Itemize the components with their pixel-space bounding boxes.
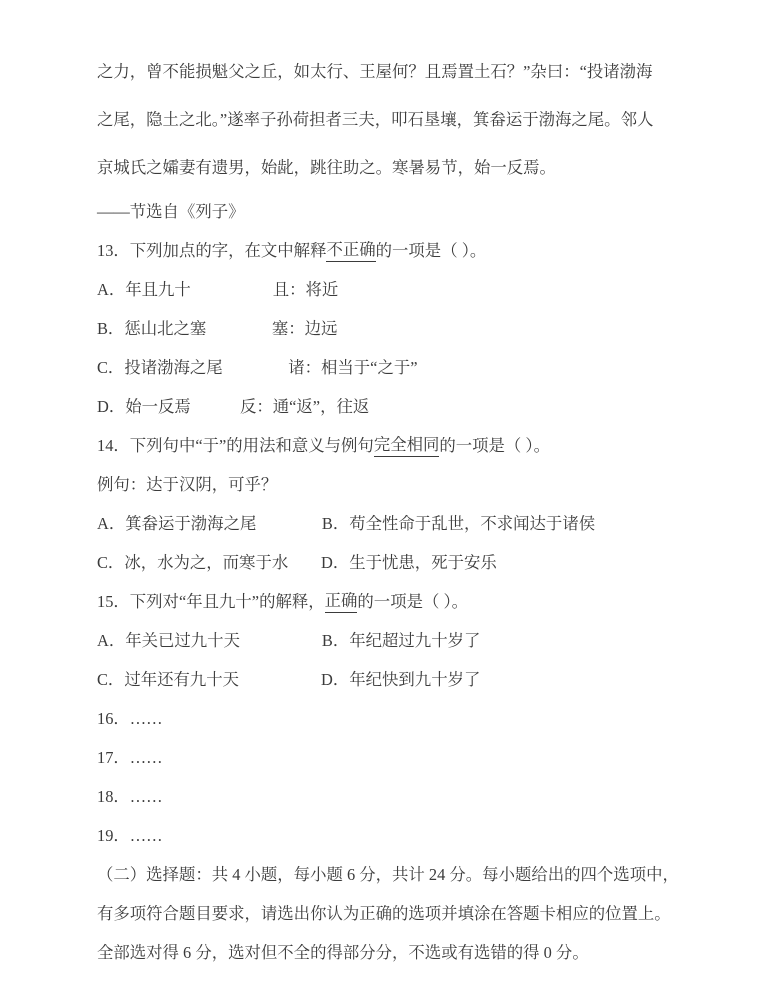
text-segment: 之尾，隐土之北。”遂率子孙荷担者三夫，叩石垦壤，箕畚运于渤海之尾。邻人 [97, 110, 654, 129]
question-14-options-ab [97, 502, 677, 541]
text-segment: 18．…… [97, 786, 163, 806]
question-15-options-ab [97, 619, 677, 658]
question-15-options-cd [97, 658, 677, 697]
text-segment: 16．…… [97, 708, 163, 728]
text-segment: C．过年还有九十天 D．年纪快到九十岁了 [97, 669, 481, 689]
question-18-placeholder [97, 775, 677, 814]
text-segment: B．惩山北之塞 塞：边远 [97, 318, 338, 338]
question-15-stem [97, 580, 677, 619]
text-segment: 有多项符合题目要求，请选出你认为正确的选项并填涂在答题卡相应的位置上。 [97, 903, 671, 923]
question-13-option-c [97, 346, 677, 385]
underlined-text: 完全相同 [374, 431, 440, 457]
question-14-example [97, 463, 677, 502]
text-segment: C．冰，水为之，而寒于水 D．生于忧患，死于安乐 [97, 552, 497, 572]
underlined-text: 正确 [325, 587, 358, 613]
question-17-placeholder [97, 736, 677, 775]
text-segment: （二）选择题：共 4 小题，每小题 6 分，共计 24 分。每小题给出的四个选项中， [97, 864, 679, 884]
text-segment: 京城氏之孀妻有遗男，始龀，跳往助之。寒暑易节，始一反焉。 [97, 158, 556, 177]
text-segment: C．投诸渤海之尾 诸：相当于“之于” [97, 357, 418, 377]
question-13-option-d [97, 385, 677, 424]
underlined-text: 不正确 [326, 236, 375, 262]
section-2-instructions-line-3 [97, 931, 677, 970]
text-segment: 13．下列加点的字，在文中解释 [97, 240, 327, 260]
text-segment: 的一项是（ ）。 [375, 240, 487, 260]
text-segment: A．年且九十 且：将近 [97, 279, 339, 299]
question-13-option-a [97, 268, 677, 307]
passage-line-1 [97, 46, 677, 94]
text-segment: A．年关已过九十天 B．年纪超过九十岁了 [97, 630, 481, 650]
passage-line-3 [97, 142, 677, 190]
question-16-placeholder [97, 697, 677, 736]
section-2-instructions-line-1 [97, 853, 677, 892]
text-segment: 之力，曾不能损魁父之丘，如太行、王屋何？且焉置土石？”杂曰：“投诸渤海 [97, 62, 653, 81]
text-segment: 14．下列句中“于”的用法和意义与例句 [97, 435, 374, 455]
question-13-stem [97, 229, 677, 268]
text-segment: 的一项是（ ）。 [357, 591, 469, 611]
question-14-stem [97, 424, 677, 463]
text-segment: 的一项是（ ）。 [439, 435, 551, 455]
text-segment: 15．下列对“年且九十”的解释， [97, 591, 325, 611]
question-13-option-b [97, 307, 677, 346]
text-segment: ——节选自《列子》 [97, 201, 245, 221]
text-segment: 全部选对得 6 分，选对但不全的得部分分，不选或有选错的得 0 分。 [97, 942, 589, 962]
source-attribution [97, 190, 677, 229]
text-segment: 17．…… [97, 747, 163, 767]
text-segment: 例句：达于汉阴，可乎？ [97, 474, 278, 494]
passage-line-2 [97, 94, 677, 142]
section-2-instructions-line-2 [97, 892, 677, 931]
text-segment: D．始一反焉 反：通“返”，往返 [97, 396, 370, 416]
text-segment: 19．…… [97, 825, 163, 845]
question-14-options-cd [97, 541, 677, 580]
text-segment: A．箕畚运于渤海之尾 B．苟全性命于乱世，不求闻达于诸侯 [97, 513, 596, 533]
question-19-placeholder [97, 814, 677, 853]
